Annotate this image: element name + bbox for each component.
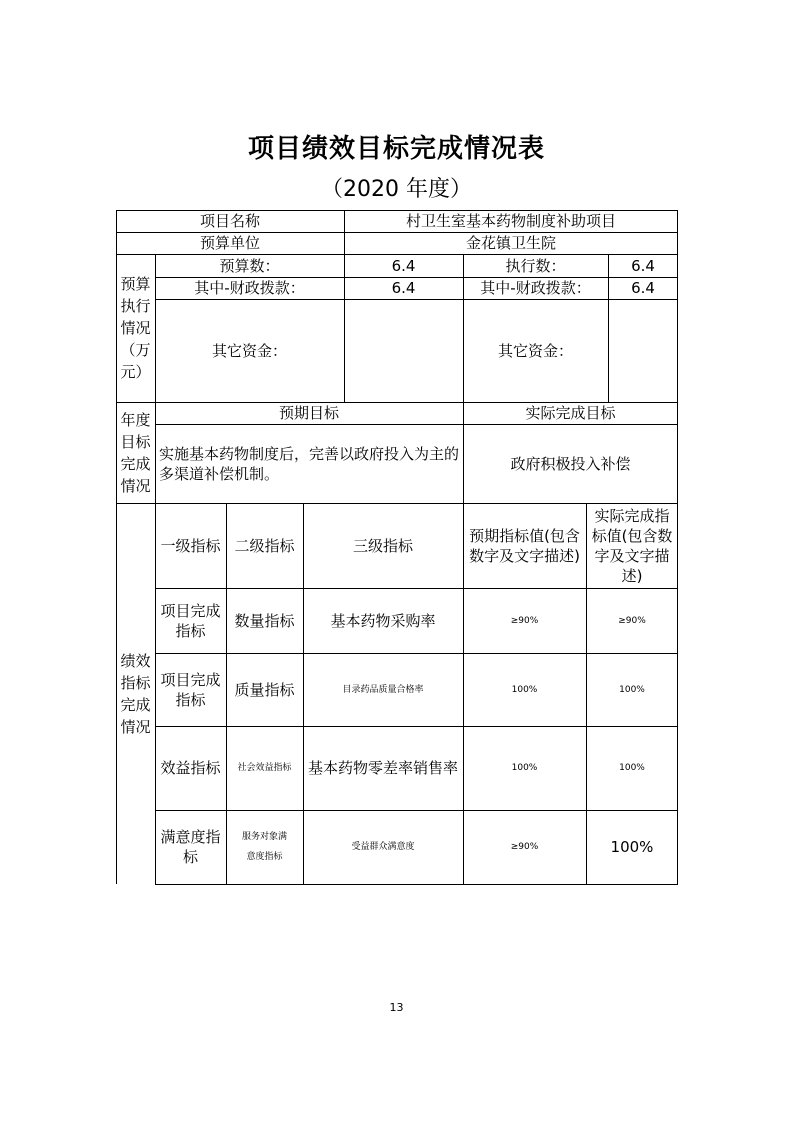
row1-actual: ≥90%: [618, 615, 646, 626]
row4-level3: 受益群众满意度: [351, 842, 415, 852]
row4-expected: ≥90%: [510, 842, 539, 852]
row1-level2: 数量指标: [234, 611, 295, 630]
header-level2: 二级指标: [234, 536, 295, 555]
row2-level3: 目录药品质量合格率: [342, 684, 424, 695]
header-level3: 三级指标: [352, 536, 413, 555]
row3-expected: 100%: [511, 763, 538, 773]
expected-target-header: 预期目标: [278, 404, 339, 422]
row4-level1: 满意度指标: [160, 828, 221, 866]
budget-unit-value: 金花镇卫生院: [465, 234, 556, 252]
project-name-value: 村卫生室基本药物制度补助项目: [405, 212, 616, 230]
expected-target-text: 实施基本药物制度后，完善以政府投入为主的多渠道补偿机制。: [159, 444, 460, 483]
fiscal-exec-value: 6.4: [631, 279, 655, 297]
actual-target-text: 政府积极投入补偿: [510, 454, 631, 473]
actual-target-header: 实际完成目标: [525, 404, 616, 422]
other-funds-exec-value: [608, 299, 678, 402]
fiscal-value: 6.4: [391, 279, 416, 297]
header-actual: 实际完成指标值(包含数字及文字描述): [591, 506, 673, 585]
fiscal-exec-label: 其中-财政拨款：: [480, 279, 591, 297]
row3-level3: 基本药物零差率销售率: [307, 759, 458, 777]
header-expected: 预期指标值(包含数字及文字描述): [469, 526, 580, 565]
row2-level2: 质量指标: [234, 680, 295, 699]
exec-amount-value: 6.4: [631, 256, 655, 275]
document-subtitle: （2020 年度）: [321, 177, 472, 202]
project-name-label: 项目名称: [199, 212, 260, 230]
other-funds-value: [344, 299, 463, 402]
perf-section-label: 绩效指标完成情况: [120, 651, 151, 736]
budget-amount-value: 6.4: [391, 256, 416, 275]
row1-level1: 项目完成指标: [160, 601, 221, 640]
row4-level2: 服务对象满意度指标: [241, 832, 287, 862]
exec-amount-label: 执行数：: [505, 256, 566, 275]
row1-expected: ≥90%: [510, 615, 539, 626]
row3-level2: 社会效益指标: [237, 763, 292, 773]
budget-unit-label: 预算单位: [199, 234, 260, 252]
budget-section-label: 预算执行情况（万元）: [120, 275, 151, 381]
header-level1: 一级指标: [160, 536, 221, 555]
row3-actual: 100%: [619, 763, 645, 773]
document-title: 项目绩效目标完成情况表: [247, 134, 545, 164]
row2-expected: 100%: [511, 684, 538, 695]
fiscal-label: 其中-财政拨款：: [194, 279, 305, 297]
row2-actual: 100%: [619, 684, 645, 695]
other-funds-label: 其它资金：: [211, 341, 287, 360]
annual-section-label: 年度目标完成情况: [120, 410, 151, 495]
page-number: 13: [389, 1001, 404, 1014]
other-funds-exec-label: 其它资金：: [497, 341, 573, 360]
row2-level1: 项目完成指标: [160, 670, 221, 709]
budget-amount-label: 预算数：: [219, 256, 280, 275]
row3-level1: 效益指标: [160, 759, 221, 777]
row4-actual: 100%: [610, 838, 654, 856]
row1-level3: 基本药物采购率: [330, 611, 436, 630]
